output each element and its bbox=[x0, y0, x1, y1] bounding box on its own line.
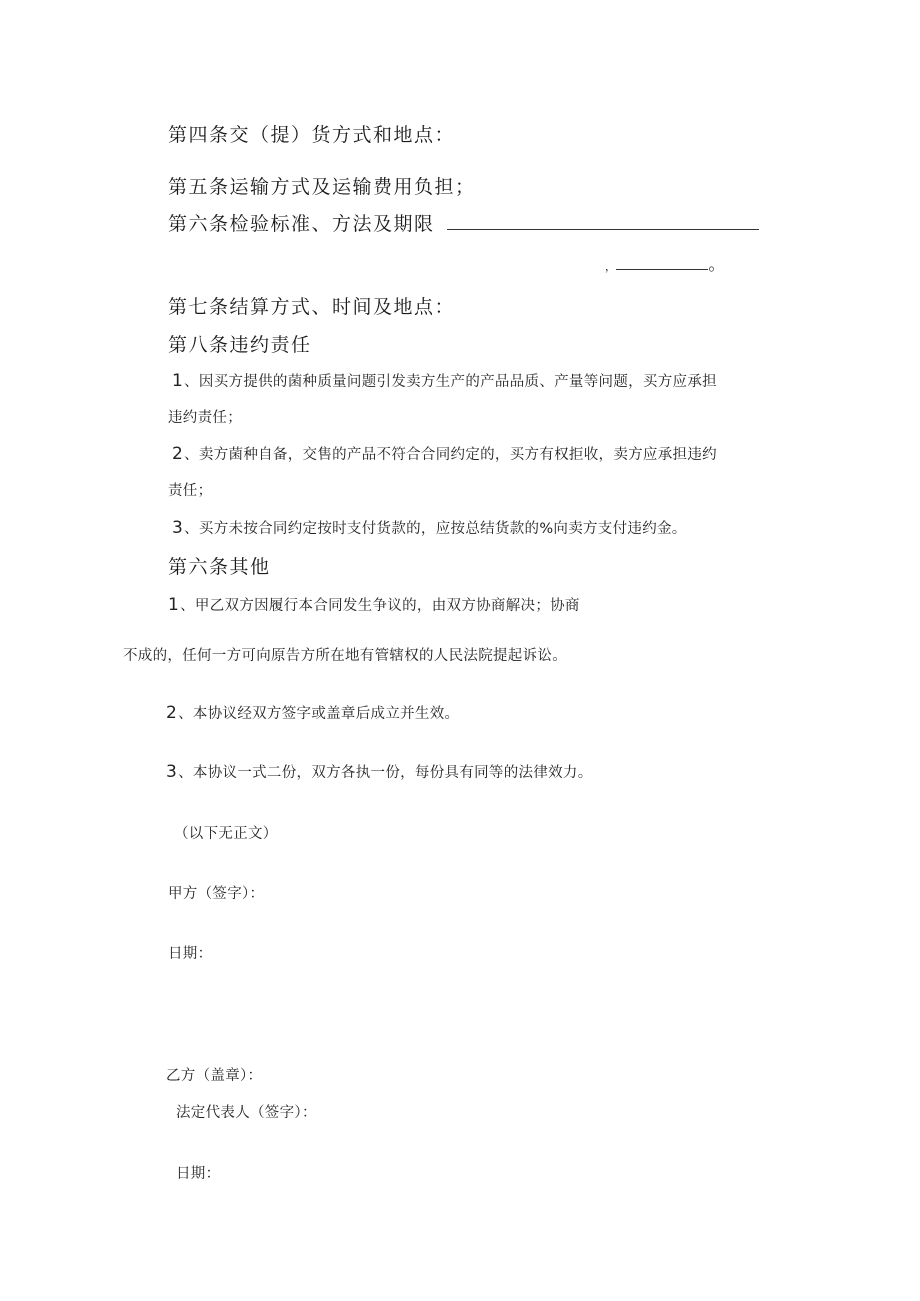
article-4-heading: 第四条交（提）货方式和地点： bbox=[168, 124, 456, 146]
article-8-heading: 第八条违约责任 bbox=[168, 334, 312, 356]
inspection-blank bbox=[447, 211, 759, 230]
party-b-date: 日期： bbox=[176, 1166, 221, 1182]
item-number: 1 bbox=[172, 371, 184, 391]
article-7-heading: 第七条结算方式、时间及地点： bbox=[168, 296, 456, 318]
other-item-1-cont: 不成的，任何一方可向原告方所在地有管辖权的人民法院提起诉讼。 bbox=[123, 648, 567, 664]
liability-item-1 bbox=[172, 370, 717, 391]
other-item-2 bbox=[166, 702, 459, 723]
liability-item-1-cont: 违约责任； bbox=[168, 410, 242, 426]
article-6-mark: ， bbox=[605, 260, 617, 273]
item-number: 3 bbox=[166, 762, 178, 782]
article-6-heading bbox=[168, 209, 759, 236]
liability-item-2-cont: 责任； bbox=[168, 483, 213, 499]
article-6-end: 。 bbox=[708, 255, 726, 275]
item-text: 、卖方菌种自备，交售的产品不符合合同约定的，买方有权拒收，卖方应承担违约 bbox=[184, 447, 717, 463]
article-6-other-heading: 第六条其他 bbox=[168, 556, 271, 578]
item-number: 2 bbox=[166, 703, 178, 723]
party-b-seal: 乙方（盖章）： bbox=[166, 1068, 263, 1084]
item-number: 3 bbox=[172, 518, 184, 538]
other-item-3 bbox=[166, 761, 593, 782]
party-a-signature: 甲方（签字）： bbox=[168, 886, 265, 902]
period-blank bbox=[616, 257, 708, 270]
item-text: 、买方未按合同约定按时支付货款的，应按总结货款的%向卖方支付违约金。 bbox=[184, 521, 687, 537]
item-number: 1 bbox=[168, 595, 180, 615]
legal-representative-signature: 法定代表人（签字）： bbox=[176, 1105, 317, 1121]
item-text: 、甲乙双方因履行本合同发生争议的，由双方协商解决；协商 bbox=[180, 598, 580, 614]
liability-item-3 bbox=[172, 517, 687, 538]
item-number: 2 bbox=[172, 444, 184, 464]
item-text: 、本协议经双方签字或盖章后成立并生效。 bbox=[178, 706, 460, 722]
no-more-text-note: （以下无正文） bbox=[174, 826, 278, 842]
party-a-date: 日期： bbox=[168, 946, 213, 962]
article-5-heading: 第五条运输方式及运输费用负担； bbox=[168, 176, 476, 198]
item-text: 、本协议一式二份，双方各执一份，每份具有同等的法律效力。 bbox=[178, 765, 593, 781]
article-6-continuation bbox=[605, 250, 726, 275]
other-item-1 bbox=[168, 594, 580, 615]
article-6-text: 第六条检验标准、方法及期限 bbox=[168, 213, 435, 235]
item-text: 、因买方提供的菌种质量问题引发卖方生产的产品品质、产量等问题，买方应承担 bbox=[184, 374, 717, 390]
liability-item-2 bbox=[172, 443, 717, 464]
